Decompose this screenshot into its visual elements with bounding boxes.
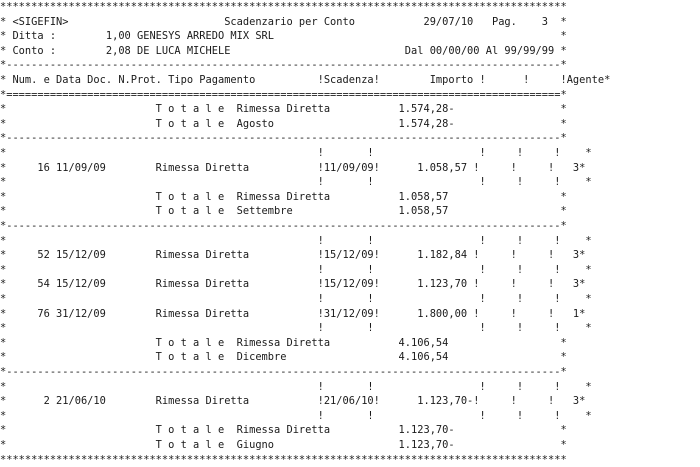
divider: *-----------------------------------------------------------------------------------------* — [0, 132, 567, 145]
table-row: * 76 31/12/09 Rimessa Diretta !31/12/09! 1.800,00 ! ! ! 1* — [0, 307, 586, 320]
spacer-row: * ! ! ! ! ! * — [0, 322, 592, 335]
table-row: * 2 21/06/10 Rimessa Diretta !21/06/10! 1.123,70-! ! ! 3* — [0, 395, 586, 408]
total-line: * T o t a l e Dicembre 4.106,54 * — [0, 351, 567, 364]
spacer-row: * ! ! ! ! ! * — [0, 234, 592, 247]
spacer-row: * ! ! ! ! ! * — [0, 176, 592, 189]
divider: *-----------------------------------------------------------------------------------------* — [0, 59, 567, 72]
table-row: * 16 11/09/09 Rimessa Diretta !11/09/09! 1.058,57 ! ! ! 3* — [0, 161, 586, 174]
spacer-row: * ! ! ! ! ! * — [0, 293, 592, 305]
table-row: * 52 15/12/09 Rimessa Diretta !15/12/09! 1.182,84 ! ! ! 3* — [0, 249, 586, 262]
border-top: ******************************************************************************************* — [0, 1, 567, 13]
total-line: * T o t a l e Settembre 1.058,57 * — [0, 205, 567, 218]
header-company-line: * Ditta : 1,00 GENESYS ARREDO MIX SRL * — [0, 30, 567, 43]
total-line: * T o t a l e Giugno 1.123,70- * — [0, 439, 567, 451]
total-line: * T o t a l e Rimessa Diretta 1.058,57 * — [0, 190, 567, 203]
divider: *-----------------------------------------------------------------------------------------* — [0, 366, 567, 378]
spacer-row: * ! ! ! ! ! * — [0, 147, 592, 159]
total-line: * T o t a l e Agosto 1.574,28- * — [0, 117, 567, 130]
spacer-row: * ! ! ! ! ! * — [0, 263, 592, 276]
total-line: * T o t a l e Rimessa Diretta 1.123,70- * — [0, 424, 567, 437]
header-account-line: * Conto : 2,08 DE LUCA MICHELE Dal 00/00/00 Al 99/99/99 * — [0, 44, 567, 57]
table-row: * 54 15/12/09 Rimessa Diretta !15/12/09! 1.123,70 ! ! ! 3* — [0, 278, 586, 291]
total-line: * T o t a l e Rimessa Diretta 1.574,28- * — [0, 103, 567, 116]
total-line: * T o t a l e Rimessa Diretta 4.106,54 * — [0, 336, 567, 349]
divider: *-----------------------------------------------------------------------------------------* — [0, 220, 567, 232]
column-headers: * Num. e Data Doc. N.Prot. Tipo Pagamento !Scadenza! Importo ! ! !Agente* — [0, 74, 611, 86]
spacer-row: * ! ! ! ! ! * — [0, 409, 592, 422]
header-double-divider: *=========================================================================================* — [0, 88, 567, 101]
border-bottom: ******************************************************************************************* — [0, 453, 567, 466]
header-program-line: * <SIGEFIN> Scadenzario per Conto 29/07/10 Pag. 3 * — [0, 15, 567, 28]
spacer-row: * ! ! ! ! ! * — [0, 380, 592, 393]
